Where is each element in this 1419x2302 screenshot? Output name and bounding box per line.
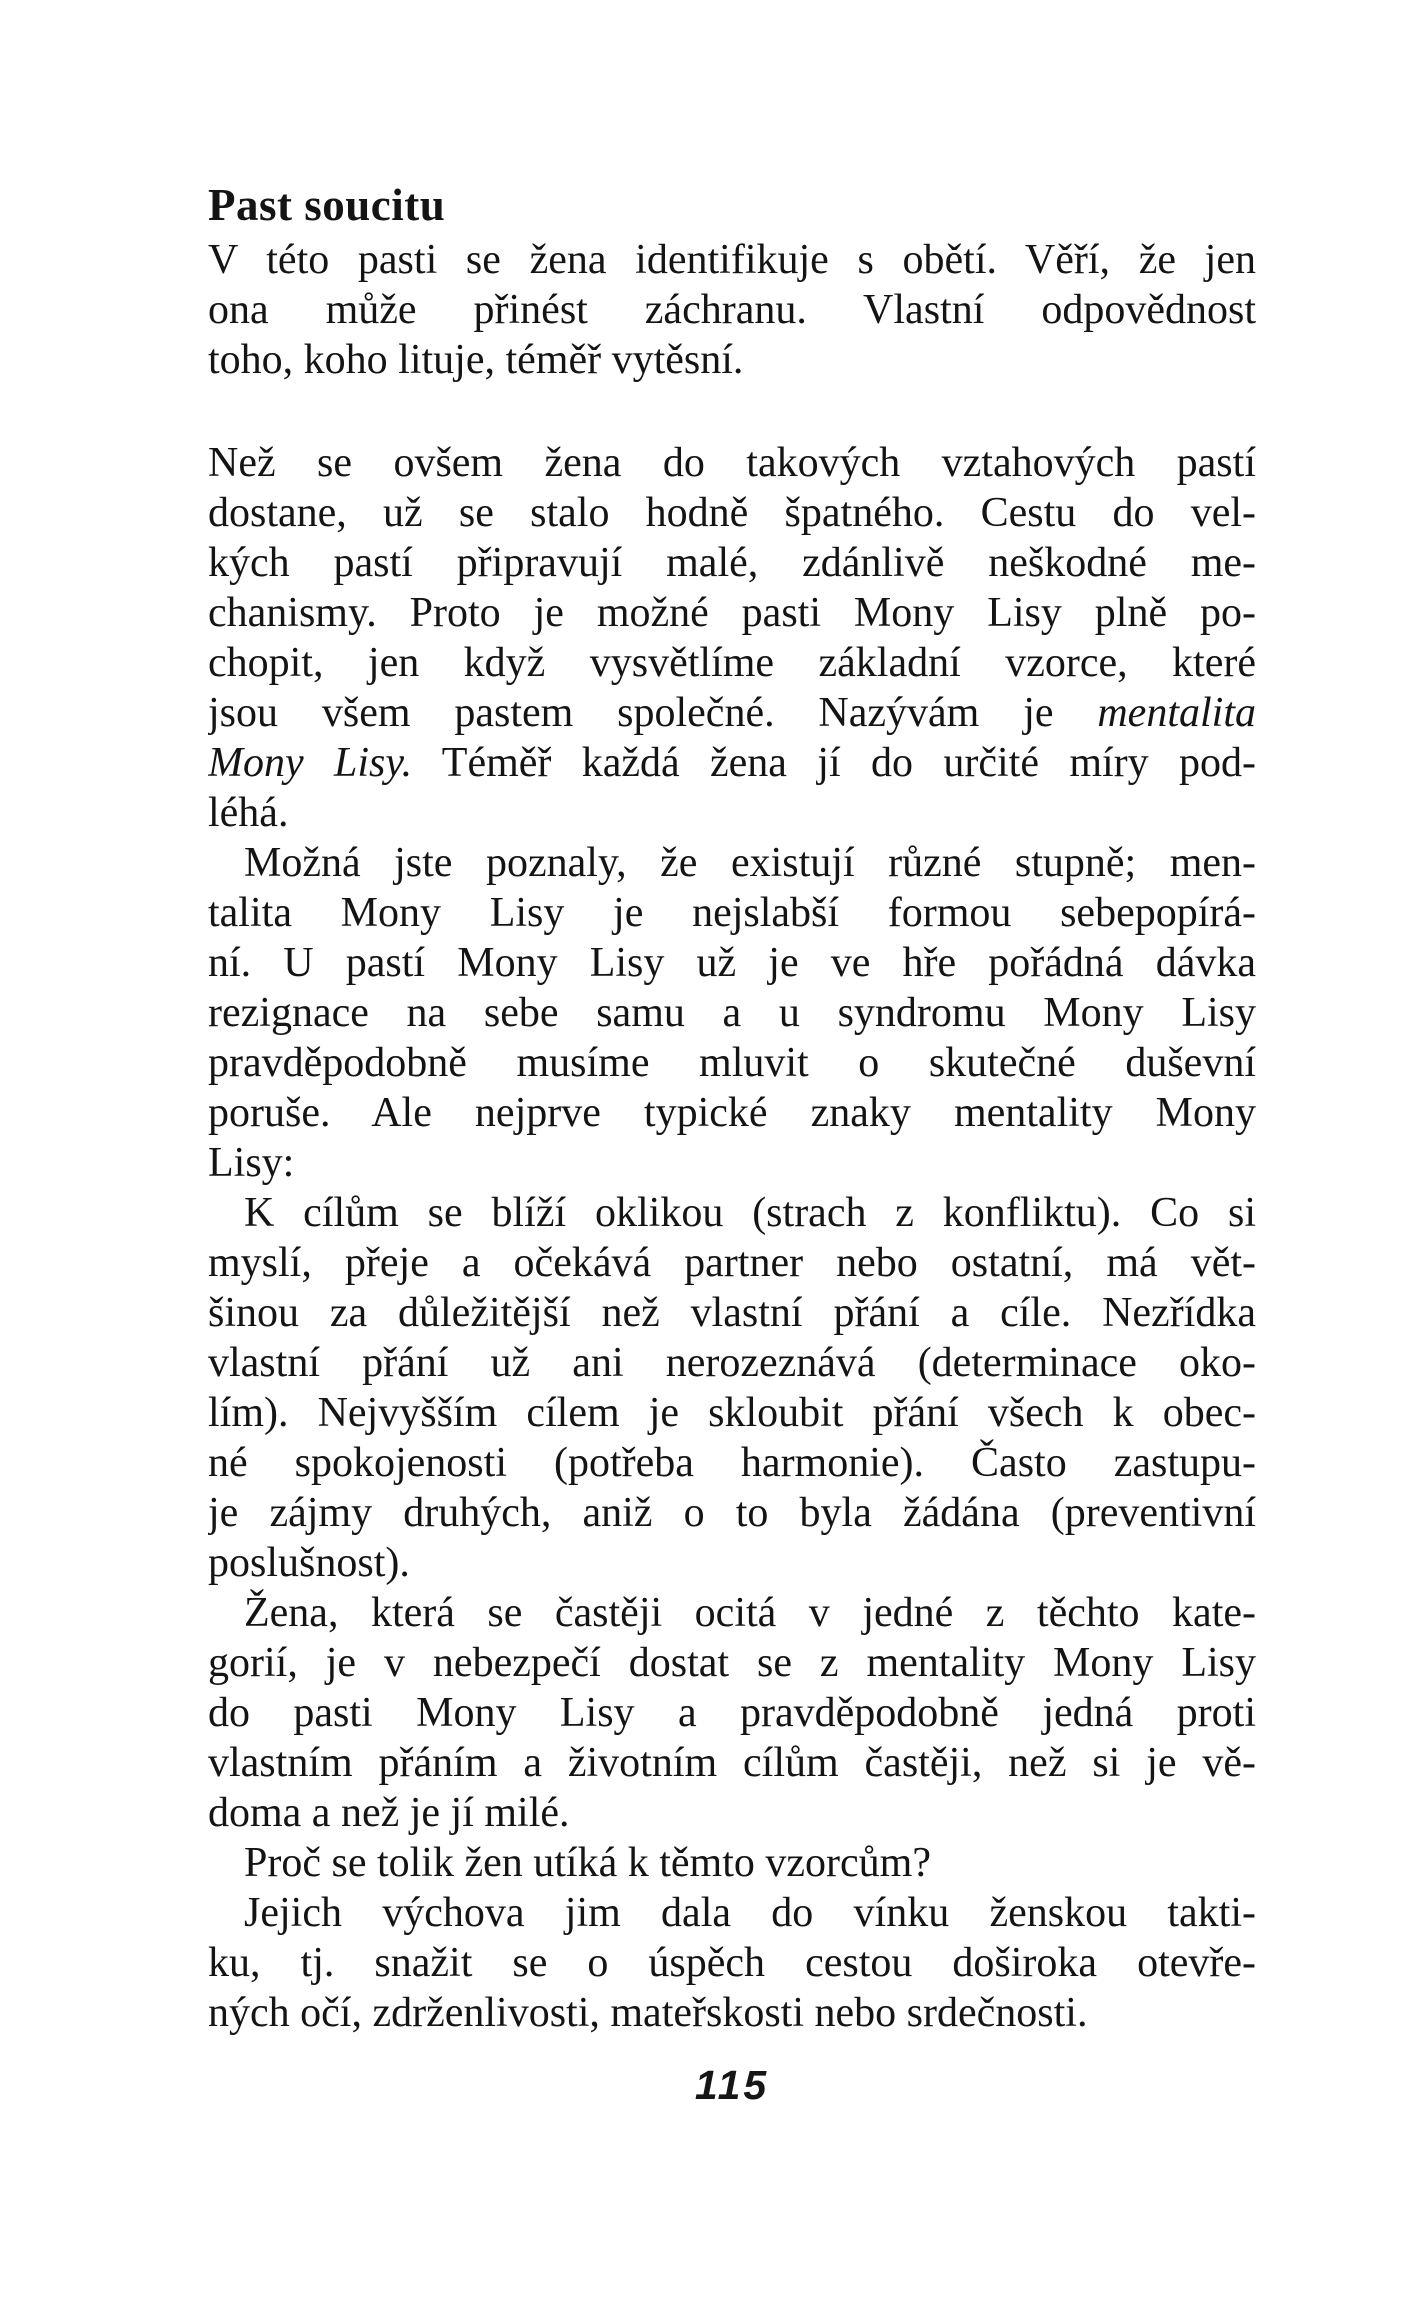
text-line	[208, 1688, 1256, 1738]
text-segment: je zájmy druhých, aniž o to byla žádána (preventivní	[208, 1490, 1256, 1536]
text-line	[208, 1988, 1256, 2038]
text-line	[208, 1338, 1256, 1388]
text-line	[208, 335, 1256, 385]
text-segment: pravděpodobně musíme mluvit o skutečné duševní	[208, 1040, 1256, 1086]
text-line	[208, 1038, 1256, 1088]
text-line	[208, 1638, 1256, 1688]
text-line	[208, 588, 1256, 638]
text-line	[208, 1188, 1256, 1238]
text-line	[208, 638, 1256, 688]
text-segment: talita Mony Lisy je nejslabší formou sebepopírá-	[208, 890, 1256, 936]
text-segment: poslušnost).	[208, 1540, 410, 1586]
text-line	[208, 1538, 1256, 1588]
text-segment: poruše. Ale nejprve typické znaky mentality Mony	[208, 1090, 1256, 1136]
text-segment: rezignace na sebe samu a u syndromu Mony Lisy	[208, 990, 1256, 1036]
text-segment: V této pasti se žena identifikuje s obětí. Věří, že jen	[208, 237, 1256, 283]
text-segment: léhá.	[208, 790, 289, 836]
text-line	[208, 1138, 1256, 1188]
text-segment: šinou za důležitější než vlastní přání a cíle. Nezřídka	[208, 1290, 1256, 1336]
text-segment: Proč se tolik žen utíká k těmto vzorcům?	[244, 1840, 931, 1886]
text-segment: toho, koho lituje, téměř vytěsní.	[208, 337, 744, 383]
text-segment: gorií, je v nebezpečí dostat se z mentality Mony Lisy	[208, 1640, 1256, 1686]
text-segment: vlastní přání už ani nerozeznává (determinace oko-	[208, 1340, 1256, 1386]
paragraph	[208, 1588, 1256, 1838]
section-heading: Past soucitu	[208, 180, 446, 230]
text-segment: kých pastí připravují malé, zdánlivě neškodné me-	[208, 540, 1256, 586]
text-segment: Jejich výchova jim dala do vínku ženskou takti-	[244, 1890, 1256, 1936]
text-line	[208, 738, 1256, 788]
text-line	[208, 1588, 1256, 1638]
text-segment: né spokojenosti (potřeba harmonie). Často zastupu-	[208, 1440, 1256, 1486]
text-segment: chanismy. Proto je možné pasti Mony Lisy plně po-	[208, 590, 1256, 636]
text-segment: Lisy:	[208, 1140, 295, 1186]
text-segment: chopit, jen když vysvětlíme základní vzorce, které	[208, 640, 1256, 686]
text-segment: vlastním přáním a životním cílům častěji, než si je vě-	[208, 1740, 1256, 1786]
text-segment: K cílům se blíží oklikou (strach z konfliktu). Co si	[244, 1190, 1256, 1236]
text-segment: ona může přinést záchranu. Vlastní odpovědnost	[208, 287, 1256, 333]
text-line	[208, 1838, 1256, 1888]
text-line	[208, 688, 1256, 738]
paragraph	[208, 438, 1256, 838]
text-line	[208, 1288, 1256, 1338]
paragraph	[208, 235, 1256, 385]
italic-term: Mony Lisy.	[208, 740, 413, 786]
text-line	[208, 838, 1256, 888]
paragraph	[208, 838, 1256, 1188]
paragraphs-container	[208, 235, 1256, 2038]
text-line	[208, 438, 1256, 488]
text-line	[208, 1888, 1256, 1938]
paragraph	[208, 1888, 1256, 2038]
text-segment: Žena, která se častěji ocitá v jedné z těchto kate-	[244, 1590, 1256, 1636]
text-segment: do pasti Mony Lisy a pravděpodobně jedná proti	[208, 1690, 1256, 1736]
text-line	[208, 1088, 1256, 1138]
text-segment: ných očí, zdrženlivosti, mateřskosti nebo srdečnosti.	[208, 1990, 1088, 2036]
text-line	[208, 488, 1256, 538]
text-segment: Možná jste poznaly, že existují různé stupně; men-	[244, 840, 1256, 886]
text-segment: ní. U pastí Mony Lisy už je ve hře pořádná dávka	[208, 940, 1256, 986]
text-line	[208, 235, 1256, 285]
text-line	[208, 1388, 1256, 1438]
text-segment: Téměř každá žena jí do určité míry pod-	[412, 740, 1256, 786]
text-line	[208, 1738, 1256, 1788]
text-line	[208, 1788, 1256, 1838]
text-line	[208, 1938, 1256, 1988]
text-line	[208, 888, 1256, 938]
paragraph	[208, 1188, 1256, 1588]
text-segment: myslí, přeje a očekává partner nebo ostatní, má vět-	[208, 1240, 1256, 1286]
text-line	[208, 938, 1256, 988]
text-block	[208, 176, 1256, 2038]
text-line	[208, 1238, 1256, 1288]
paragraph	[208, 1838, 1256, 1888]
text-segment: ku, tj. snažit se o úspěch cestou doširoka otevře-	[208, 1940, 1256, 1986]
text-segment: dostane, už se stalo hodně špatného. Cestu do vel-	[208, 490, 1256, 536]
text-line	[208, 788, 1256, 838]
text-line	[208, 1488, 1256, 1538]
text-line	[208, 1438, 1256, 1488]
text-segment: jsou všem pastem společné. Nazývám je	[208, 690, 1098, 736]
italic-term: mentalita	[1097, 690, 1256, 736]
text-line	[208, 538, 1256, 588]
text-segment: lím). Nejvyšším cílem je skloubit přání všech k obec-	[208, 1390, 1256, 1436]
text-segment: Než se ovšem žena do takových vztahových pastí	[208, 440, 1256, 486]
text-segment: doma a než je jí milé.	[208, 1790, 570, 1836]
page-number: 115	[694, 2062, 770, 2108]
text-line	[208, 988, 1256, 1038]
text-line	[208, 285, 1256, 335]
